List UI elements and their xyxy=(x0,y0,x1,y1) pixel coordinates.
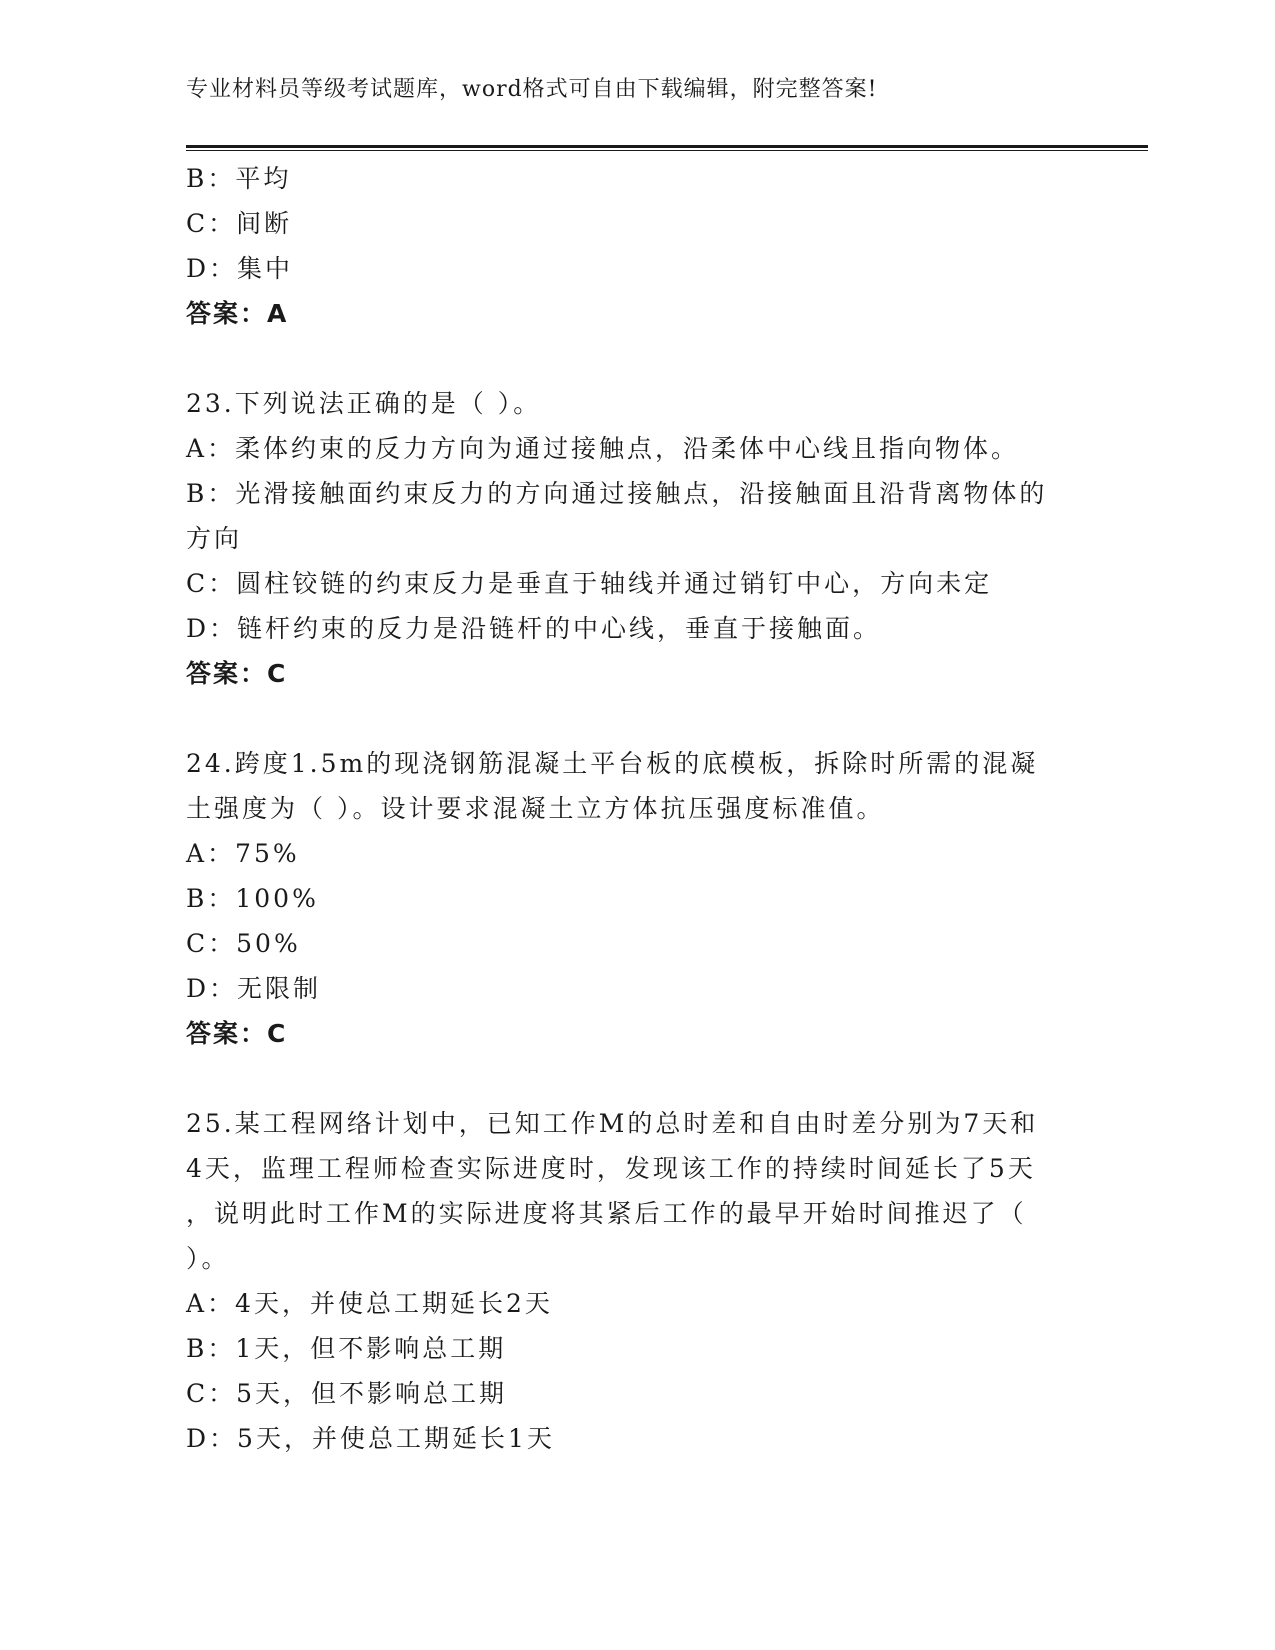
option-d: D：5天，并使总工期延长1天 xyxy=(186,1424,555,1453)
option-d: D：集中 xyxy=(186,254,294,283)
question-stem: 24.跨度1.5m的现浇钢筋混凝土平台板的底模板，拆除时所需的混凝 xyxy=(186,749,1039,778)
answer-line: 答案：C xyxy=(186,659,288,688)
option-c: C：圆柱铰链的约束反力是垂直于轴线并通过销钉中心，方向未定 xyxy=(186,569,993,598)
option-d: D：链杆约束的反力是沿链杆的中心线，垂直于接触面。 xyxy=(186,614,882,643)
option-c: C：间断 xyxy=(186,209,293,238)
question-stem-continued: 土强度为（ ）。设计要求混凝土立方体抗压强度标准值。 xyxy=(186,794,885,823)
option-a: A：75% xyxy=(186,839,300,868)
answer-line: 答案：A xyxy=(186,299,289,328)
question-23 xyxy=(186,381,1086,696)
spacer xyxy=(186,696,1086,741)
answer-line: 答案：C xyxy=(186,1019,288,1048)
question-stem: 25.某工程网络计划中，已知工作M的总时差和自由时差分别为7天和 xyxy=(186,1109,1039,1138)
option-b: B：平均 xyxy=(186,164,292,193)
option-b-continued: 方向 xyxy=(186,524,243,553)
option-c: C：50% xyxy=(186,929,301,958)
page-header: 专业材料员等级考试题库，word格式可自由下载编辑，附完整答案! xyxy=(186,77,878,102)
spacer xyxy=(186,336,1086,381)
option-d: D：无限制 xyxy=(186,974,322,1003)
question-stem-continued: ，说明此时工作M的实际进度将其紧后工作的最早开始时间推迟了（ xyxy=(186,1199,1027,1228)
question-25 xyxy=(186,1101,1086,1461)
question-stem-continued: ）。 xyxy=(186,1244,230,1273)
option-a: A：4天，并使总工期延长2天 xyxy=(186,1289,553,1318)
question-content xyxy=(186,156,1086,1461)
question-stem-continued: 4天，监理工程师检查实际进度时，发现该工作的持续时间延长了5天 xyxy=(186,1154,1036,1183)
question-22-tail xyxy=(186,156,1086,336)
option-b: B：光滑接触面约束反力的方向通过接触点，沿接触面且沿背离物体的 xyxy=(186,479,1048,508)
question-24 xyxy=(186,741,1086,1056)
option-c: C：5天，但不影响总工期 xyxy=(186,1379,508,1408)
spacer xyxy=(186,1056,1086,1101)
header-divider xyxy=(186,145,1148,151)
option-a: A：柔体约束的反力方向为通过接触点，沿柔体中心线且指向物体。 xyxy=(186,434,1020,463)
option-b: B：1天，但不影响总工期 xyxy=(186,1334,507,1363)
question-stem: 23.下列说法正确的是（ ）。 xyxy=(186,389,542,418)
option-b: B：100% xyxy=(186,884,319,913)
